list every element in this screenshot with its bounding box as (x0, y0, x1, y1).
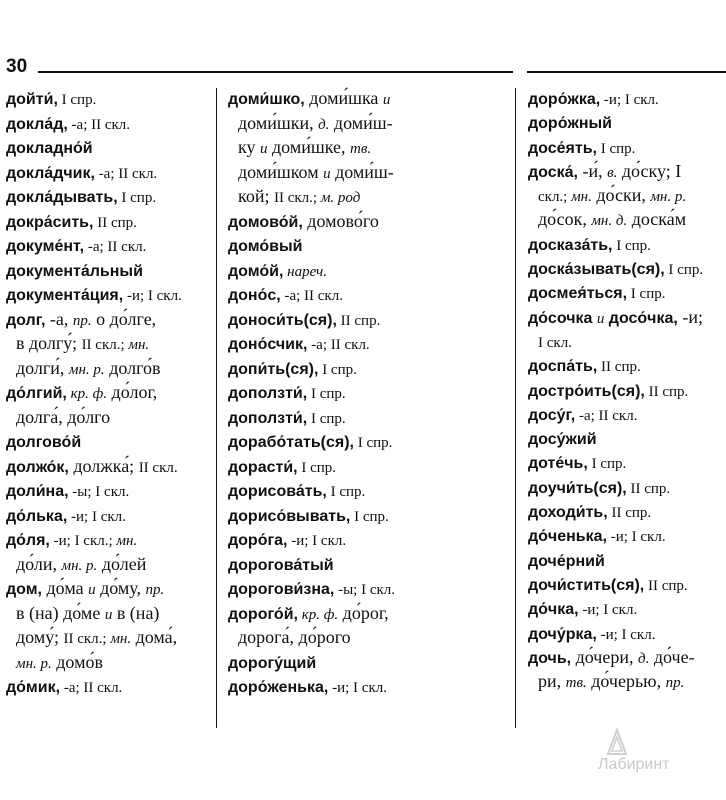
headword: доно́счик, (228, 336, 308, 353)
headword: до́ченька, (528, 528, 607, 546)
grammar-abbrev: мн. (571, 189, 592, 206)
grammar-abbrev: и (260, 141, 268, 157)
entry-line (528, 645, 726, 669)
entry-text: I спр. (354, 435, 393, 451)
entry-line (6, 650, 213, 675)
headword: долг, (6, 311, 46, 329)
grammar-abbrev: м. род (320, 190, 361, 206)
headword: доро́жка, (528, 91, 601, 108)
entry-text: I спр. (318, 361, 357, 378)
entry-line (6, 503, 213, 528)
entry-line (6, 331, 213, 356)
entry-line (228, 282, 513, 307)
grammar-abbrev: и (323, 165, 331, 182)
header-rule-right (527, 71, 726, 73)
entry-text: должка́; (68, 455, 139, 476)
entry-text: до́рог, (338, 602, 389, 623)
entry-text: доми́шком (238, 161, 324, 182)
entry-text: -а; II скл. (94, 165, 158, 182)
entry-text: дому́; (16, 627, 64, 647)
entry-line (6, 258, 213, 283)
entry-line (6, 674, 213, 699)
entry-text: доми́ш- (329, 112, 393, 133)
entry-text: ри, (538, 671, 566, 692)
grammar-abbrev: тв. (350, 141, 372, 157)
headword: дочи́стить(ся), (528, 576, 645, 594)
entry-line (228, 650, 513, 675)
entry-text: -и; I скл. (596, 626, 656, 643)
grammar-abbrev: мн. р. (650, 189, 687, 206)
headword: доми́шко, (228, 91, 305, 108)
headword: доспа́ть, (528, 358, 598, 376)
headword: дойти́, (6, 91, 58, 108)
column-divider (216, 88, 217, 728)
headword: докла́дывать, (6, 189, 118, 206)
entry-text: в долгу́; (16, 333, 82, 353)
entry-text: -и; I скл. (578, 602, 638, 619)
headword: дорогова́тый (228, 556, 334, 574)
entry-text: I спр. (587, 456, 627, 473)
entry-line (6, 282, 213, 307)
grammar-abbrev: мн. (116, 533, 138, 549)
entry-line (6, 184, 213, 209)
entry-line (228, 552, 513, 577)
entry-text: до́черью, (586, 671, 666, 692)
headword: докладно́й (6, 140, 93, 157)
entry-line (6, 135, 213, 160)
entry-line (228, 380, 513, 405)
entry-text: I спр. (57, 92, 97, 108)
entry-line (528, 402, 726, 426)
entry-line (528, 305, 726, 329)
entry-line (528, 256, 726, 280)
entry-text: I спр. (326, 484, 366, 500)
entry-text: до́чери, (571, 646, 638, 667)
headword: документа́льный (6, 262, 143, 280)
entry-line (528, 572, 726, 596)
grammar-abbrev: и (382, 92, 391, 108)
entry-text: долги́, (16, 357, 69, 378)
column-divider (515, 88, 516, 728)
entry-line (528, 523, 726, 547)
entry-text: до́ску; I (617, 160, 682, 181)
entry-line (528, 280, 726, 304)
entry-text: -а; II скл. (67, 116, 131, 133)
grammar-abbrev: и (104, 606, 113, 623)
entry-line (228, 233, 513, 258)
entry-line (528, 329, 726, 353)
entry-text: I спр. (307, 410, 346, 427)
headword: дочь, (528, 649, 572, 667)
dictionary-column-2 (228, 86, 513, 699)
entry-text: до́лей (97, 553, 147, 574)
entry-text: -а; II скл. (307, 337, 370, 353)
entry-line (6, 601, 213, 626)
headword: достро́ить(ся), (528, 382, 645, 400)
headword: докра́сить, (6, 213, 94, 231)
grammar-abbrev: мн. (110, 631, 132, 647)
headword: доходи́ть, (528, 504, 608, 522)
entry-line (228, 454, 513, 479)
headword: домово́й, (228, 213, 303, 231)
headword: доно́с, (228, 287, 281, 304)
entry-line (228, 405, 513, 430)
headword: докла́д, (6, 115, 68, 133)
entry-line (528, 596, 726, 620)
entry-text: -и́, (577, 160, 608, 181)
entry-line (228, 86, 513, 111)
entry-text: II скл.; (81, 337, 129, 353)
headword: досу́г, (528, 406, 576, 424)
entry-line (6, 209, 213, 234)
grammar-abbrev: мн. р. (68, 361, 105, 378)
entry-text: в (на) (112, 602, 160, 623)
headword: доноси́ть(ся), (228, 311, 337, 329)
entry-text: в (на) до́ме (16, 602, 105, 623)
headword: досказа́ть, (528, 236, 613, 254)
headword: доро́га, (228, 532, 288, 549)
headword: дорасти́, (228, 458, 298, 476)
headword: докла́дчик, (6, 164, 95, 182)
entry-line (528, 353, 726, 377)
headword: до́лгий, (6, 385, 67, 402)
headword: досмея́ться, (528, 285, 628, 303)
grammar-abbrev: пр. (145, 582, 165, 598)
entry-text: -а; II скл. (575, 407, 638, 424)
entry-line (6, 552, 213, 577)
headword: до́чка, (528, 601, 579, 619)
entry-text: кой; (238, 186, 274, 206)
entry-line (6, 429, 213, 454)
entry-line (6, 233, 213, 258)
grammar-abbrev: д. (637, 650, 650, 667)
grammar-abbrev: нареч. (283, 263, 327, 280)
headword: досу́жий (528, 431, 597, 449)
entry-line (6, 111, 213, 136)
grammar-abbrev: пр. (665, 675, 685, 692)
entry-text: -а, (45, 308, 73, 329)
headword: домо́вый (228, 238, 303, 255)
entry-line (6, 405, 213, 430)
entry-line (228, 184, 513, 209)
entry-text: -и; I скл.; (49, 533, 117, 549)
entry-line (228, 429, 513, 454)
grammar-abbrev: и (88, 582, 96, 598)
entry-text: I спр. (117, 190, 157, 206)
headword: дом, (6, 581, 42, 598)
entry-line (528, 621, 726, 645)
headword: должо́к, (6, 458, 69, 476)
entry-line (228, 625, 513, 650)
entry-text: I спр. (307, 386, 346, 402)
headword: доли́на, (6, 483, 69, 500)
entry-text: I спр. (612, 237, 651, 254)
entry-line (228, 331, 513, 356)
entry-text: I спр. (664, 262, 704, 279)
entry-text: II спр. (336, 312, 381, 329)
entry-line (528, 450, 726, 474)
entry-text: -а; II скл. (60, 680, 123, 696)
entry-text: долго́в (104, 357, 161, 378)
entry-text: II скл. (138, 459, 178, 476)
entry-line (6, 86, 213, 111)
entry-line (528, 183, 726, 207)
headword: дорисо́вывать, (228, 507, 351, 525)
entry-line (6, 454, 213, 479)
entry-text: домо́в (51, 651, 103, 672)
entry-text: домово́го (302, 210, 379, 231)
entry-text: доска́м (627, 209, 687, 230)
entry-text: I спр. (297, 459, 337, 476)
entry-line (228, 209, 513, 234)
grammar-abbrev: кр. ф. (66, 386, 108, 402)
grammar-abbrev: кр. ф. (297, 606, 339, 623)
entry-line (528, 499, 726, 523)
entry-line (6, 478, 213, 503)
headword: доска́зывать(ся), (528, 261, 665, 279)
entry-line (6, 625, 213, 650)
entry-line (528, 86, 726, 110)
entry-text: о до́лге, (91, 308, 157, 329)
headword: доте́чь, (528, 455, 588, 473)
entry-text: II спр. (597, 359, 641, 376)
entry-line (228, 576, 513, 601)
entry-line (6, 356, 213, 381)
entry-text: -а; II скл. (280, 288, 343, 304)
entry-text: II скл.; (63, 631, 111, 647)
entry-line (6, 380, 213, 405)
entry-text: -и; I скл. (67, 508, 126, 525)
entry-line (228, 258, 513, 283)
headword: до́ля, (6, 532, 50, 549)
entry-text: -и; I скл. (287, 533, 347, 549)
headword: до́лька, (6, 507, 68, 525)
headword: доро́жный (528, 115, 612, 133)
entry-text: I скл. (538, 334, 572, 351)
entry-text: -и; I скл. (606, 529, 666, 546)
entry-line (528, 110, 726, 134)
headword: доска́, (528, 163, 578, 181)
entry-line (6, 307, 213, 332)
headword: до́сочка (528, 309, 597, 327)
entry-text: дома́, (131, 627, 178, 647)
entry-text: -и; I скл. (123, 288, 182, 304)
entry-text: доми́ш- (330, 161, 394, 182)
entry-line (228, 160, 513, 185)
headword: досе́ять, (528, 139, 597, 157)
grammar-abbrev: мн. (128, 337, 150, 353)
entry-line (228, 503, 513, 528)
headword: домо́й, (228, 262, 284, 280)
entry-text: доми́шке, (267, 137, 350, 157)
page-number: 30 (6, 56, 28, 77)
entry-text: II спр. (644, 383, 689, 400)
grammar-abbrev: мн. р. (61, 557, 98, 574)
headword: дорабо́тать(ся), (228, 434, 354, 451)
grammar-abbrev: в. (607, 164, 618, 181)
headword: дорисова́ть, (228, 483, 327, 500)
dictionary-column-3 (528, 86, 726, 693)
entry-line (228, 307, 513, 332)
entry-line (528, 207, 726, 231)
entry-line (6, 160, 213, 185)
entry-text: доми́шка (304, 88, 383, 108)
entry-text: ку (238, 137, 260, 157)
grammar-abbrev: д. (318, 116, 330, 133)
entry-text: II спр. (626, 480, 671, 497)
headword: доползти́, (228, 409, 308, 427)
entry-line (6, 527, 213, 552)
entry-text: I спр. (627, 286, 666, 303)
headword: докуме́нт, (6, 238, 85, 255)
entry-text: до́че- (649, 646, 695, 667)
entry-line (528, 159, 726, 183)
entry-text: -ы; I скл. (334, 582, 396, 598)
grammar-abbrev: пр. (72, 312, 92, 329)
entry-line (528, 548, 726, 572)
headword: доползти́, (228, 385, 308, 402)
entry-text: II спр. (607, 505, 652, 522)
headword: доучи́ть(ся), (528, 479, 627, 497)
grammar-abbrev: и (596, 310, 605, 327)
grammar-abbrev: мн. д. (591, 213, 628, 230)
entry-text: -и; (677, 306, 703, 327)
entry-text: дорога́, до́рого (238, 627, 351, 647)
headword: дочу́рка, (528, 625, 597, 643)
header-rule-left (38, 71, 513, 73)
entry-text: I спр. (596, 140, 636, 157)
entry-line (6, 576, 213, 601)
entry-line (528, 475, 726, 499)
entry-text: -а; II скл. (84, 239, 147, 255)
entry-line (528, 232, 726, 256)
headword: дорогови́зна, (228, 581, 335, 598)
dictionary-column-1 (6, 86, 213, 699)
entry-line (528, 135, 726, 159)
headword: допи́ть(ся), (228, 360, 319, 378)
entry-text: долга́, до́лго (16, 406, 111, 427)
entry-line (528, 669, 726, 693)
headword: дорого́й, (228, 605, 298, 623)
headword: доче́рний (528, 552, 605, 570)
grammar-abbrev: тв. (565, 675, 587, 692)
headword: до́мик, (6, 679, 61, 696)
entry-line (228, 601, 513, 626)
entry-text: до́сок, (538, 209, 592, 230)
entry-text: -и; I скл. (328, 680, 387, 696)
entry-line (228, 111, 513, 136)
entry-text: II скл.; (273, 190, 321, 206)
entry-line (528, 426, 726, 450)
entry-line (228, 674, 513, 699)
headword: долгово́й (6, 434, 82, 451)
entry-text: до́лог, (107, 382, 158, 402)
entry-text: -ы; I скл. (68, 484, 130, 500)
entry-line (228, 478, 513, 503)
entry-text: скл.; (538, 189, 572, 206)
headword: документа́ция, (6, 287, 124, 304)
entry-text: до́ски, (591, 185, 651, 206)
headword: дорогу́щий (228, 654, 317, 672)
entry-text: доми́шки, (238, 112, 319, 133)
labyrinth-logo-icon (606, 728, 628, 756)
entry-text: до́ма (42, 578, 89, 598)
entry-line (228, 135, 513, 160)
entry-line (228, 356, 513, 381)
entry-text: до́ли, (16, 553, 62, 574)
grammar-abbrev: мн. р. (16, 655, 52, 672)
watermark: Лабиринт (598, 756, 670, 773)
entry-text: II спр. (644, 577, 688, 594)
entry-line (528, 378, 726, 402)
entry-line (228, 527, 513, 552)
entry-text: -и; I скл. (600, 92, 659, 108)
entry-text: I спр. (350, 508, 389, 525)
entry-text: II спр. (93, 214, 137, 231)
entry-text: до́му, (95, 578, 146, 598)
headword: доро́женька, (228, 679, 329, 696)
headword: досо́чка, (604, 309, 678, 327)
